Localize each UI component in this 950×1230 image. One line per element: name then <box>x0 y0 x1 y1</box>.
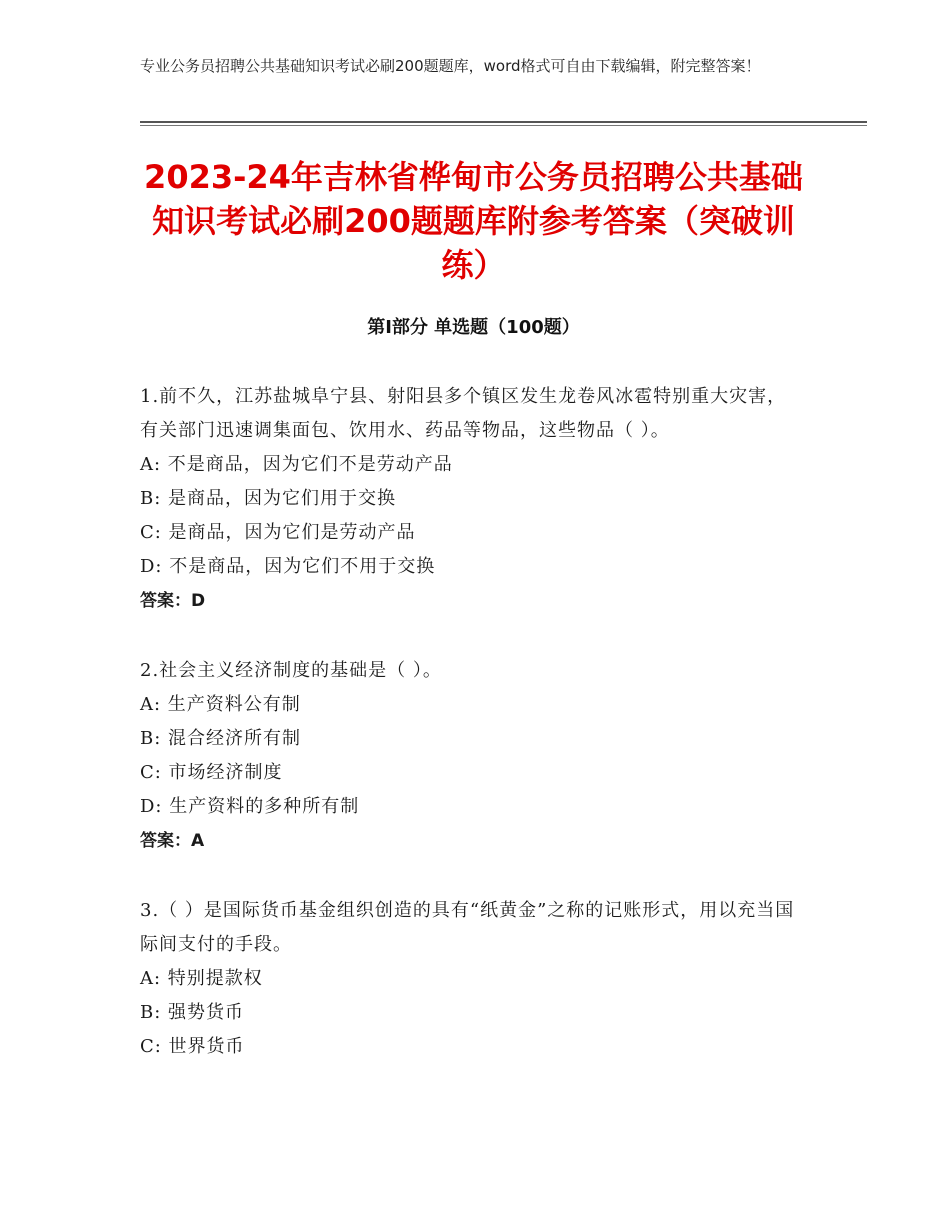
option-d: D: 不是商品，因为它们不用于交换 <box>140 556 436 577</box>
option-a: A: 生产资料公有制 <box>140 694 301 715</box>
option-c: C: 是商品，因为它们是劳动产品 <box>140 522 416 543</box>
header-rule-thin <box>140 125 867 126</box>
option-b: B: 混合经济所有制 <box>140 728 302 749</box>
section-heading: 第Ⅰ部分 单选题（100题） <box>367 317 580 338</box>
question-stem: 2.社会主义经济制度的基础是（ ）。 <box>140 660 442 681</box>
option-a: A: 不是商品，因为它们不是劳动产品 <box>140 454 453 475</box>
option-b: B: 是商品，因为它们用于交换 <box>140 488 397 509</box>
document-title: 2023-24年吉林省桦甸市公务员招聘公共基础知识考试必刷200题题库附参考答案（突破训练） <box>144 158 803 284</box>
question-stem: 3.（ ）是国际货币基金组织创造的具有“纸黄金”之称的记账形式，用以充当国际间支付的手段。 <box>140 900 795 955</box>
header-rule-thick <box>140 121 867 123</box>
option-b: B: 强势货币 <box>140 1002 245 1023</box>
question-2 <box>140 654 800 858</box>
answer: 答案：D <box>140 591 206 611</box>
option-a: A: 特别提款权 <box>140 968 263 989</box>
question-list <box>140 380 800 1100</box>
answer: 答案：A <box>140 831 205 851</box>
question-1 <box>140 380 800 618</box>
header-note: 专业公务员招聘公共基础知识考试必刷200题题库，word格式可自由下载编辑，附完整答案！ <box>140 57 761 75</box>
option-c: C: 世界货币 <box>140 1036 245 1057</box>
option-c: C: 市场经济制度 <box>140 762 283 783</box>
question-stem: 1.前不久，江苏盐城阜宁县、射阳县多个镇区发生龙卷风冰雹特别重大灾害，有关部门迅速调集面包、饮用水、药品等物品，这些物品（ ）。 <box>140 386 787 441</box>
option-d: D: 生产资料的多种所有制 <box>140 796 360 817</box>
question-3 <box>140 894 800 1064</box>
